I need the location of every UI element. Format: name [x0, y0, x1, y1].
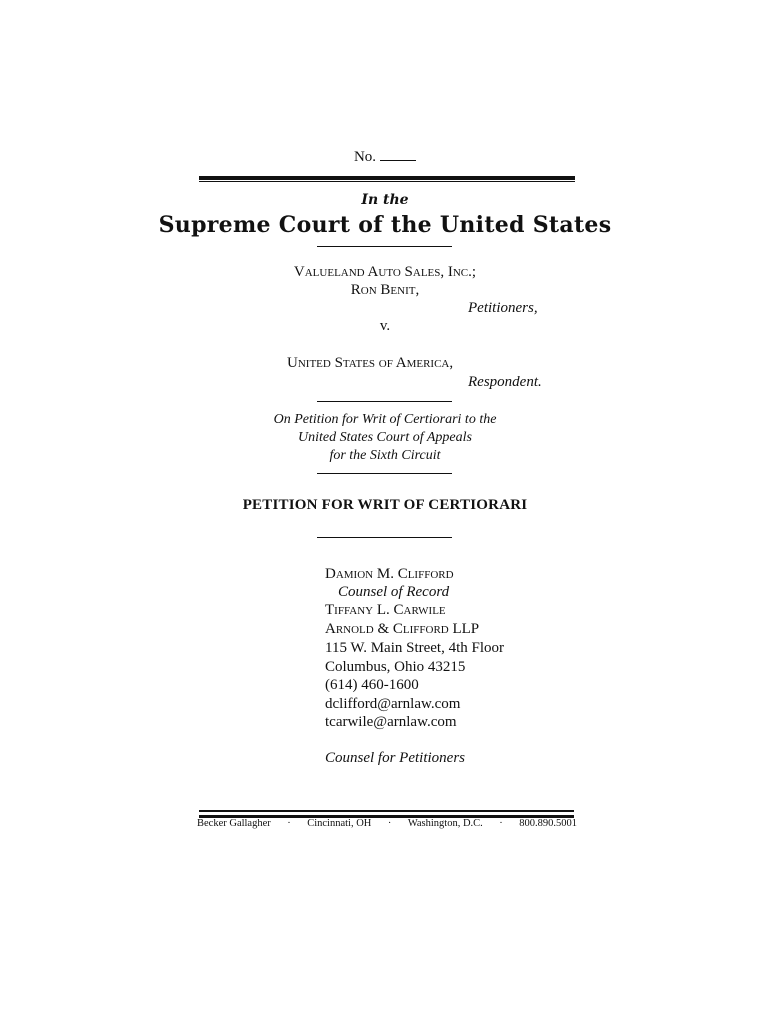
counsel-for-party: Counsel for Petitioners — [325, 750, 465, 766]
divider-rule — [317, 537, 452, 538]
respondent-name: United States of America, — [287, 355, 454, 371]
document-title: PETITION FOR WRIT OF CERTIORARI — [242, 497, 528, 513]
separator-dot: · — [499, 818, 503, 829]
separator-dot: · — [387, 818, 392, 829]
petition-on-line-1: On Petition for Writ of Certiorari to the — [273, 412, 497, 427]
header-double-rule — [199, 176, 575, 182]
petition-on-line-3: for the Sixth Circuit — [329, 448, 441, 463]
docket-number — [0, 148, 770, 166]
printer-footer — [197, 818, 577, 829]
second-counsel-name: Tiffany L. Carwile — [325, 602, 446, 618]
lead-counsel-role: Counsel of Record — [338, 584, 450, 600]
printer-city-2: Washington, D.C. — [407, 818, 483, 829]
lead-counsel-name: Damion M. Clifford — [325, 566, 454, 582]
footer-double-rule — [199, 810, 574, 818]
petitioner-line-1: Valueland Auto Sales, Inc.; — [293, 264, 477, 280]
petitioners-role: Petitioners, — [468, 300, 538, 316]
divider-rule — [317, 246, 452, 247]
petition-on-line-2: United States Court of Appeals — [298, 430, 472, 445]
respondent-role: Respondent. — [468, 374, 542, 390]
email-address-1: dclifford@arnlaw.com — [325, 696, 461, 712]
petitioner-line-2: Ron Benit, — [350, 282, 420, 298]
separator-dot: · — [287, 818, 291, 829]
city-address: Columbus, Ohio 43215 — [325, 659, 466, 675]
divider-rule — [317, 473, 452, 474]
law-firm-name: Arnold & Clifford LLP — [325, 621, 480, 637]
email-address-2: tcarwile@arnlaw.com — [325, 714, 457, 730]
in-the-caption: In the — [361, 192, 409, 208]
divider-rule — [317, 401, 452, 402]
printer-phone: 800.890.5001 — [519, 818, 577, 829]
court-name: Supreme Court of the United States — [158, 212, 612, 238]
phone-number: (614) 460-1600 — [325, 677, 419, 693]
printer-name: Becker Gallagher — [197, 818, 271, 829]
docket-blank — [380, 148, 416, 161]
docket-label: No. — [353, 149, 377, 165]
printer-city-1: Cincinnati, OH — [307, 818, 372, 829]
street-address: 115 W. Main Street, 4th Floor — [325, 640, 505, 656]
versus: v. — [379, 318, 391, 334]
